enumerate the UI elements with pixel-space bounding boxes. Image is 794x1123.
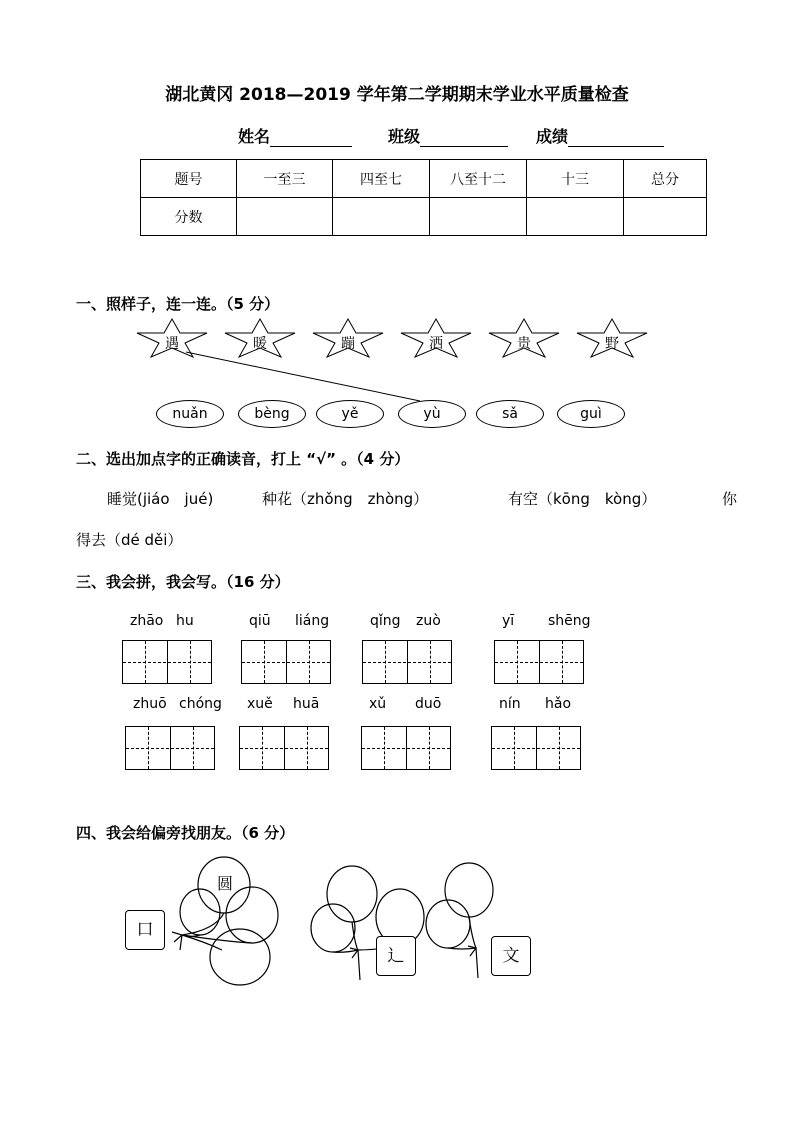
name-field[interactable] [238,124,352,147]
score-label: 成绩 [536,127,569,146]
radical-box: 口 [125,910,165,950]
star-char-label: 暖 [253,336,267,352]
score-table-row [141,198,707,236]
score-table-header: 题号 [141,160,237,198]
q2-heading: 二、选出加点字的正确读音，打上 “√” 。（4 分） [76,450,410,468]
q2-text-you: 你 [722,490,738,508]
pinyin-syllable: hǎo [545,696,572,712]
pinyin-syllable: zhāo [130,613,164,629]
score-cell[interactable] [333,198,430,236]
score-table-header-row [141,160,707,198]
pinyin-syllable: chóng [179,696,222,712]
page-title: 湖北黄冈 2018—2019 学年第二学期期末学业水平质量检查 [165,85,629,105]
score-table [140,159,707,236]
star-character[interactable] [488,318,560,358]
pinyin-oval[interactable]: bèng [238,400,306,428]
star-char-label: 洒 [429,336,443,352]
pinyin-oval[interactable]: nuǎn [156,400,224,428]
q2-option-must[interactable]: 得去（dé děi） [76,531,183,549]
score-table-header: 一至三 [237,160,333,198]
radical-box: 辶 [376,936,416,976]
pinyin-oval[interactable]: guì [557,400,625,428]
pinyin-syllable: xuě [247,696,273,712]
writing-grid[interactable] [125,726,215,770]
writing-grid[interactable] [494,640,584,684]
q2-option-plant[interactable]: 种花（zhǒng zhòng） [262,490,429,508]
score-blank[interactable] [568,130,664,147]
pinyin-syllable: zhuō [133,696,167,712]
q1-heading: 一、照样子，连一连。（5 分） [76,295,280,313]
writing-grid[interactable] [122,640,212,684]
pinyin-syllable: nín [499,696,521,712]
writing-grid[interactable] [491,726,581,770]
q4-heading: 四、我会给偏旁找朋友。（6 分） [76,824,295,842]
class-field[interactable] [388,124,508,147]
pinyin-syllable: xǔ [369,696,387,712]
star-char-label: 遇 [165,336,179,352]
score-table-header: 总分 [624,160,707,198]
q3-heading: 三、我会拼，我会写。（16 分） [76,573,290,591]
score-table-header: 八至十二 [430,160,527,198]
writing-grid[interactable] [241,640,331,684]
score-cell[interactable] [430,198,527,236]
class-label: 班级 [388,127,421,146]
q2-option-sleep[interactable]: 睡觉(jiáo jué) [107,490,214,508]
radical-box: 文 [491,936,531,976]
score-cell[interactable] [527,198,624,236]
pinyin-syllable: zuò [416,613,441,629]
pinyin-oval[interactable]: yù [398,400,466,428]
star-character[interactable] [576,318,648,358]
pinyin-syllable: yī [502,613,515,629]
pinyin-syllable: duō [415,696,442,712]
star-character[interactable] [224,318,296,358]
pinyin-syllable: qǐng [370,613,401,629]
pinyin-syllable: shēng [548,613,591,629]
balloon-char: 圆 [216,874,233,893]
star-character[interactable] [312,318,384,358]
writing-grid[interactable] [239,726,329,770]
pinyin-oval[interactable]: yě [316,400,384,428]
writing-grid[interactable] [361,726,451,770]
score-table-header: 十三 [527,160,624,198]
name-blank[interactable] [270,130,352,147]
pinyin-oval[interactable]: sǎ [476,400,544,428]
score-table-header: 四至七 [333,160,430,198]
pinyin-syllable: hu [176,613,194,629]
star-character[interactable] [400,318,472,358]
star-char-label: 蹦 [341,336,355,352]
score-field[interactable] [536,124,664,147]
score-row-label: 分数 [141,198,237,236]
star-char-label: 贵 [517,336,531,352]
class-blank[interactable] [420,130,508,147]
star-char-label: 野 [605,336,619,352]
pinyin-syllable: qiū [249,613,271,629]
pinyin-syllable: liáng [295,613,330,629]
name-label: 姓名 [238,127,271,146]
score-cell[interactable] [624,198,707,236]
score-cell[interactable] [237,198,333,236]
star-character[interactable] [136,318,208,358]
writing-grid[interactable] [362,640,452,684]
pinyin-syllable: huā [293,696,320,712]
q2-option-free[interactable]: 有空（kōng kòng） [508,490,657,508]
